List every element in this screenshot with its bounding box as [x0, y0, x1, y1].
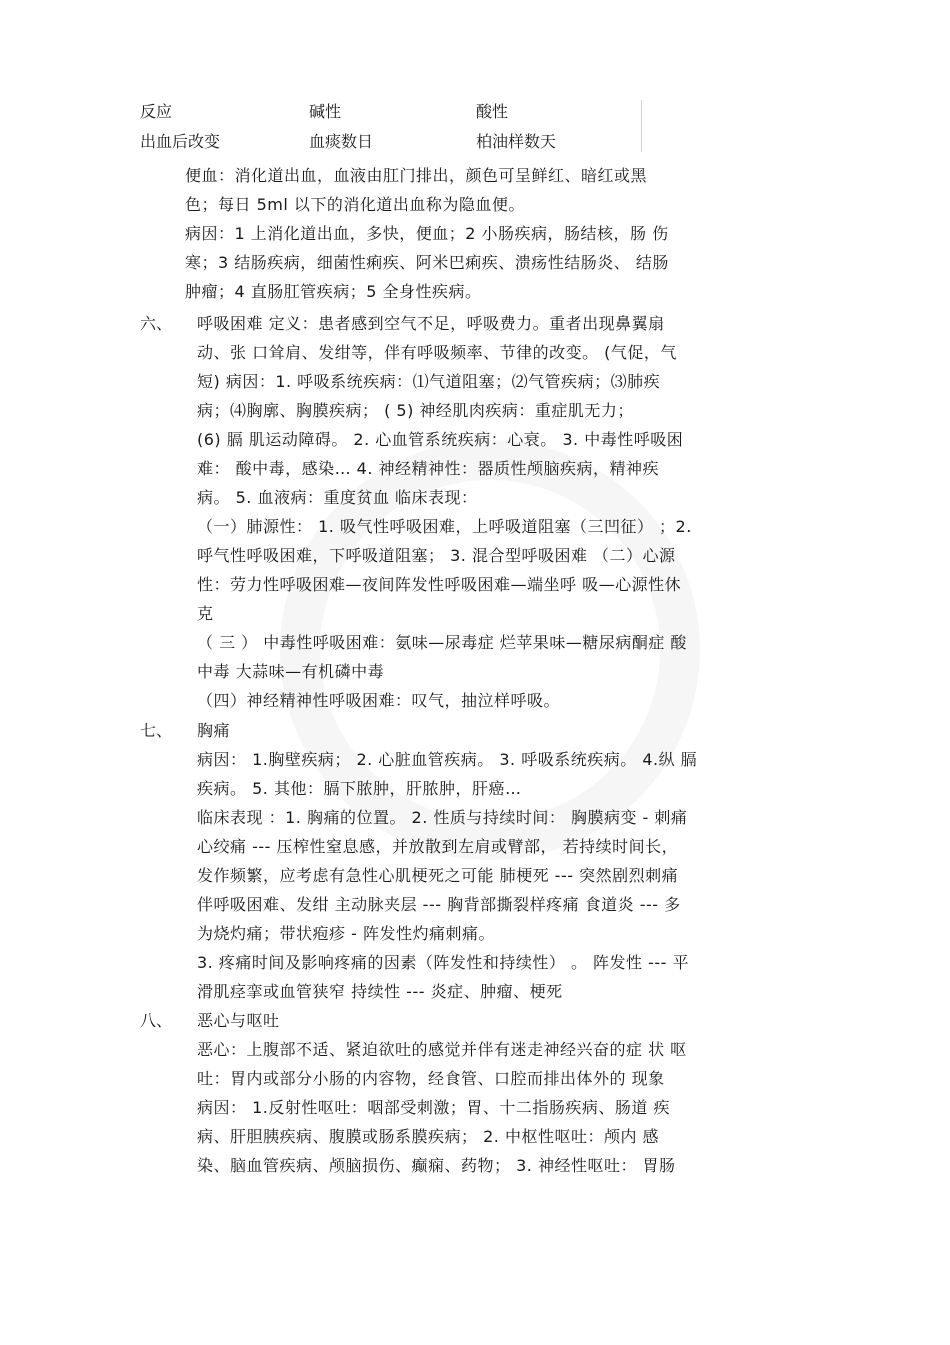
table-cell: 酸性 [476, 102, 509, 121]
text-line: (6) 膈 肌运动障碍。 2. 心血管系统疾病：心衰。 3. 中毒性呼吸困 [197, 430, 684, 449]
text-line: （四）神经精神性呼吸困难：叹气，抽泣样呼吸。 [197, 691, 561, 710]
text-line: 临床表现 ：1. 胸痛的位置。 2. 性质与持续时间： 胸膜病变 - 刺痛 [197, 808, 688, 827]
section-number: 八、 [140, 1011, 173, 1030]
text-line: 心绞痛 --- 压榨性窒息感，并放散到左肩或臂部， 若持续时间长， [197, 837, 679, 856]
table-divider [641, 100, 642, 152]
table-cell: 血痰数日 [309, 132, 374, 151]
table-cell: 碱性 [309, 102, 342, 121]
text-line: 色；每日 5ml 以下的消化道出血称为隐血便。 [185, 195, 525, 214]
table-cell: 出血后改变 [140, 132, 221, 151]
text-line: 滑肌痉挛或血管狭窄 持续性 --- 炎症、肿瘤、梗死 [197, 982, 563, 1001]
section-number: 六、 [140, 314, 173, 333]
table-cell: 柏油样数天 [476, 132, 557, 151]
section-dyspnea [197, 309, 692, 715]
section-nausea [197, 1006, 687, 1180]
text-line: 性：劳力性呼吸困难—夜间阵发性呼吸困难—端坐呼 吸—心源性休 [197, 575, 682, 594]
text-line: 病因： 1.胸壁疾病； 2. 心脏血管疾病。 3. 呼吸系统疾病。 4.纵 膈 [197, 750, 698, 769]
text-line: 染、脑血管疾病、颅脑损伤、癫痫、药物； 3. 神经性呕吐： 胃肠 [197, 1156, 676, 1175]
text-line: 发作频繁，应考虑有急性心肌梗死之可能 肺梗死 --- 突然剧烈刺痛 [197, 866, 679, 885]
section-title: 恶心与呕吐 [197, 1011, 280, 1030]
text-line: 为烧灼痛；带状疱疹 - 阵发性灼痛刺痛。 [197, 924, 495, 943]
table-cell: 反应 [140, 102, 173, 121]
section-title: 胸痛 [197, 721, 231, 740]
text-line: 病；⑷胸廓、胸膜疾病； ( 5) 神经肌肉疾病：重症肌无力； [197, 401, 634, 420]
text-line: 寒；3 结肠疾病，细菌性痢疾、阿米巴痢疾、溃疡性结肠炎、 结肠 [185, 253, 669, 272]
text-line: 难： 酸中毒，感染… 4. 神经精神性：器质性颅脑疾病，精神疾 [197, 459, 660, 478]
text-line: 伴呼吸困难、发绀 主动脉夹层 --- 胸背部撕裂样疼痛 食道炎 --- 多 [197, 895, 681, 914]
blood-stool-paragraph [185, 161, 669, 306]
text-line: 呼吸困难 定义：患者感到空气不足，呼吸费力。重者出现鼻翼扇 [197, 314, 665, 333]
section-number: 七、 [140, 721, 173, 740]
text-line: 疾病。 5. 其他：膈下脓肿，肝脓肿，肝癌… [197, 779, 522, 798]
text-line: 病因：1 上消化道出血，多快，便血；2 小肠疾病，肠结核，肠 伤 [185, 224, 669, 243]
text-line: （ 三 ） 中毒性呼吸困难：氨味—尿毒症 烂苹果味—糖尿病酮症 酸 [197, 633, 687, 652]
text-line: 吐：胃内或部分小肠的内容物，经食管、口腔而排出体外的 现象 [197, 1069, 665, 1088]
section-chest-pain [197, 716, 697, 1006]
text-line: 动、张 口耸肩、发绀等，伴有呼吸频率、节律的改变。 (气促，气 [197, 343, 677, 362]
text-line: 肿瘤；4 直肠肛管疾病；5 全身性疾病。 [185, 282, 482, 301]
text-line: 3. 疼痛时间及影响疼痛的因素（阵发性和持续性） 。 阵发性 --- 平 [197, 953, 690, 972]
text-line: 中毒 大蒜味—有机磷中毒 [197, 662, 385, 681]
text-line: 克 [197, 604, 214, 623]
text-line: 恶心：上腹部不适、紧迫欲吐的感觉并伴有迷走神经兴奋的症 状 呕 [197, 1040, 687, 1059]
text-line: 病、肝胆胰疾病、腹膜或肠系膜疾病； 2. 中枢性呕吐：颅内 感 [197, 1127, 660, 1146]
text-line: 便血：消化道出血，血液由肛门排出，颜色可呈鲜红、暗红或黑 [185, 166, 648, 185]
text-line: 呼气性呼吸困难，下呼吸道阻塞； 3. 混合型呼吸困难 （二）心源 [197, 546, 676, 565]
text-line: 短) 病因：1. 呼吸系统疾病：⑴气道阻塞；⑵气管疾病；⑶肺疾 [197, 372, 661, 391]
text-line: （一）肺源性： 1. 吸气性呼吸困难，上呼吸道阻塞（三凹征） ；2. [197, 517, 692, 536]
text-line: 病因： 1.反射性呕吐：咽部受刺激；胃、十二指肠疾病、肠道 疾 [197, 1098, 670, 1117]
text-line: 病。 5. 血液病：重度贫血 临床表现： [197, 488, 478, 507]
